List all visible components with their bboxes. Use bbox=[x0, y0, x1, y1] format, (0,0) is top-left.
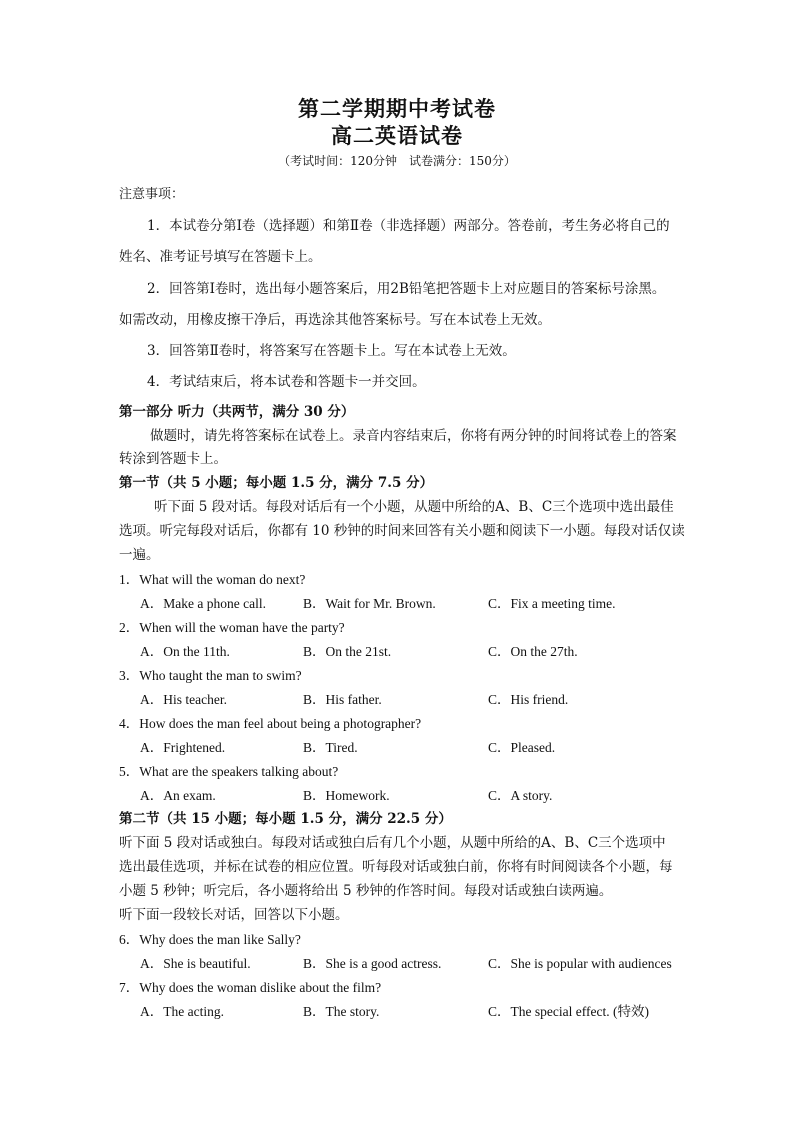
question-1: 1．What will the woman do next? bbox=[119, 572, 306, 587]
notice-item-3: 3．回答第Ⅱ卷时，将答案写在答题卡上。写在本试卷上无效。 bbox=[147, 343, 516, 359]
part1-heading: 第一部分 听力（共两节，满分 30 分） bbox=[119, 404, 355, 420]
question-4: 4．How does the man feel about being a photographer? bbox=[119, 716, 422, 731]
question-5-option-c: C．A story. bbox=[488, 788, 553, 803]
question-4-option-a: A．Frightened. bbox=[140, 740, 226, 755]
question-7: 7．Why does the woman dislike about the film? bbox=[119, 980, 382, 995]
notice-item-1-line-2: 姓名、准考证号填写在答题卡上。 bbox=[119, 249, 322, 265]
question-2-option-c: C．On the 27th. bbox=[488, 644, 578, 659]
question-6: 6．Why does the man like Sally? bbox=[119, 932, 301, 947]
question-4-option-c: C．Pleased. bbox=[488, 740, 556, 755]
section2-heading: 第二节（共 15 小题；每小题 1.5 分，满分 22.5 分） bbox=[119, 811, 452, 827]
question-4-option-b: B．Tired. bbox=[303, 740, 358, 755]
notice-item-4: 4．考试结束后，将本试卷和答题卡一并交回。 bbox=[147, 374, 426, 390]
question-5-option-a: A．An exam. bbox=[140, 788, 216, 803]
section2-intro-line-4: 听下面一段较长对话，回答以下小题。 bbox=[119, 907, 349, 923]
section1-intro-line-2: 选项。听完每段对话后，你都有 10 秒钟的时间来回答有关小题和阅读下一小题。每段对话仅读 bbox=[119, 523, 685, 539]
question-6-option-c: C．She is popular with audiences bbox=[488, 956, 672, 971]
section1-heading: 第一节（共 5 小题；每小题 1.5 分，满分 7.5 分） bbox=[119, 475, 434, 491]
question-6-option-b: B．She is a good actress. bbox=[303, 956, 442, 971]
exam-subject-title: 高二英语试卷 bbox=[331, 123, 463, 148]
question-7-option-a: A．The acting. bbox=[140, 1004, 224, 1019]
notice-heading: 注意事项： bbox=[119, 187, 185, 202]
question-7-option-c: C．The special effect. (特效) bbox=[488, 1004, 649, 1019]
question-1-option-b: B．Wait for Mr. Brown. bbox=[303, 596, 436, 611]
question-6-option-a: A．She is beautiful. bbox=[140, 956, 251, 971]
question-5-option-b: B．Homework. bbox=[303, 788, 390, 803]
exam-time-info: （考试时间：120分钟 试卷满分：150分） bbox=[278, 154, 516, 168]
part1-intro-line-2: 转涂到答题卡上。 bbox=[119, 451, 227, 467]
part1-intro-line-1: 做题时，请先将答案标在试卷上。录音内容结束后，你将有两分钟的时间将试卷上的答案 bbox=[150, 428, 677, 444]
section1-intro-line-1: 听下面 5 段对话。每段对话后有一个小题，从题中所给的A、B、C三个选项中选出最佳 bbox=[154, 499, 674, 515]
question-2-option-a: A．On the 11th. bbox=[140, 644, 230, 659]
question-1-option-a: A．Make a phone call. bbox=[140, 596, 266, 611]
notice-item-2-line-1: 2．回答第Ⅰ卷时，选出每小题答案后，用2B铅笔把答题卡上对应题目的答案标号涂黑。 bbox=[147, 281, 666, 297]
question-2-option-b: B．On the 21st. bbox=[303, 644, 392, 659]
question-5: 5．What are the speakers talking about? bbox=[119, 764, 339, 779]
exam-title: 第二学期期中考试卷 bbox=[298, 96, 496, 121]
section2-intro-line-2: 选出最佳选项，并标在试卷的相应位置。听每段对话或独白前，你将有时间阅读各个小题，每 bbox=[119, 859, 673, 875]
question-2: 2．When will the woman have the party? bbox=[119, 620, 345, 635]
question-1-option-c: C．Fix a meeting time. bbox=[488, 596, 616, 611]
question-3-option-a: A．His teacher. bbox=[140, 692, 227, 707]
question-7-option-b: B．The story. bbox=[303, 1004, 380, 1019]
question-3: 3．Who taught the man to swim? bbox=[119, 668, 302, 683]
section2-intro-line-3: 小题 5 秒钟；听完后，各小题将给出 5 秒钟的作答时间。每段对话或独白读两遍。 bbox=[119, 883, 613, 899]
section1-intro-line-3: 一遍。 bbox=[119, 547, 160, 563]
question-3-option-c: C．His friend. bbox=[488, 692, 569, 707]
notice-item-1-line-1: 1．本试卷分第Ⅰ卷（选择题）和第Ⅱ卷（非选择题）两部分。答卷前，考生务必将自己的 bbox=[147, 218, 670, 234]
section2-intro-line-1: 听下面 5 段对话或独白。每段对话或独白后有几个小题，从题中所给的A、B、C三个选项中 bbox=[119, 835, 666, 851]
notice-item-2-line-2: 如需改动，用橡皮擦干净后，再选涂其他答案标号。写在本试卷上无效。 bbox=[119, 312, 551, 328]
question-3-option-b: B．His father. bbox=[303, 692, 382, 707]
